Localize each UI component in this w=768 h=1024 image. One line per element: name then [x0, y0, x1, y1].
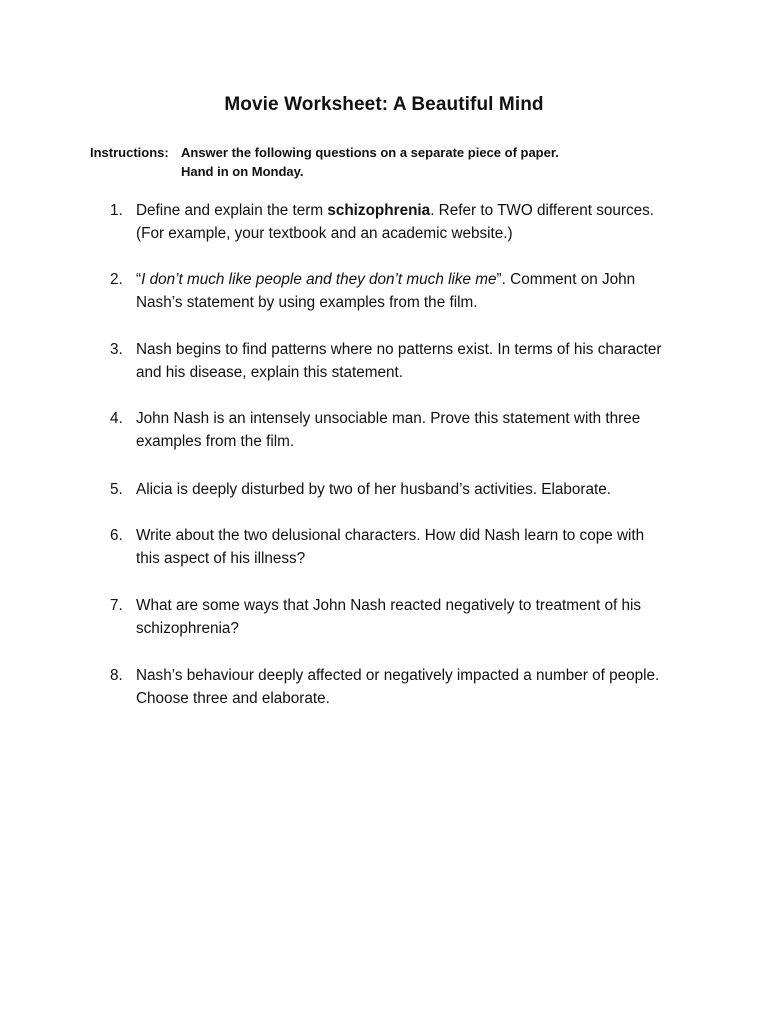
page-title: Movie Worksheet: A Beautiful Mind: [224, 94, 544, 115]
question-text: Alicia is deeply disturbed by two of her husband’s activities. Elaborate.: [136, 481, 612, 498]
question-item: [110, 524, 710, 570]
question-item: [110, 199, 710, 245]
question-number: 2.: [110, 271, 123, 288]
question-text: Define and explain the term schizophrenia. Refer to TWO different sources. (For example, your textbook and an academic website.): [136, 202, 655, 242]
question-number: 6.: [110, 527, 123, 544]
instructions-block: [90, 143, 559, 181]
question-item: [110, 268, 710, 314]
question-number: 4.: [110, 410, 123, 427]
question-text: Nash’s behaviour deeply affected or negatively impacted a number of people. Choose three and elaborate.: [136, 667, 660, 707]
question-number: 8.: [110, 667, 123, 684]
question-item: [110, 478, 710, 501]
question-text: Nash begins to find patterns where no patterns exist. In terms of his character and his disease, explain this statement.: [136, 341, 662, 381]
quoted-statement: I don’t much like people and they don’t much like me: [141, 271, 497, 288]
question-text: John Nash is an intensely unsociable man. Prove this statement with three examples from the film.: [136, 410, 641, 450]
question-number: 1.: [110, 202, 123, 219]
question-item: [110, 338, 710, 384]
question-text: What are some ways that John Nash reacted negatively to treatment of his schizophrenia?: [136, 597, 642, 637]
question-item: [110, 664, 710, 710]
instructions-line-2: Hand in on Monday.: [181, 164, 304, 179]
question-number: 7.: [110, 597, 123, 614]
question-item: [110, 594, 710, 640]
question-item: [110, 407, 710, 453]
instructions-row-1: [90, 143, 559, 162]
question-text: Write about the two delusional characters. How did Nash learn to cope with this aspect of his illness?: [136, 527, 645, 567]
key-term: schizophrenia: [327, 202, 431, 219]
question-number: 3.: [110, 341, 123, 358]
question-text: “I don’t much like people and they don’t much like me”. Comment on John Nash’s statement by using examples from the film.: [136, 271, 636, 311]
question-number: 5.: [110, 481, 123, 498]
instructions-label: Instructions:: [90, 145, 169, 160]
instructions-line-1: Answer the following questions on a separate piece of paper.: [181, 145, 559, 160]
instructions-row-2: [90, 162, 559, 181]
